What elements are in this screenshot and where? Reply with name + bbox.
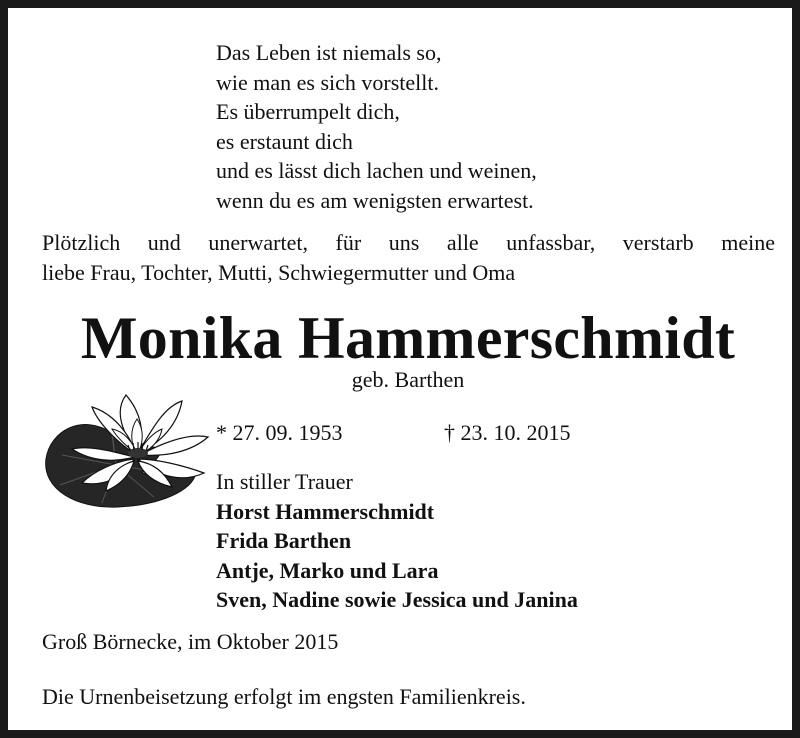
mourner-name: Horst Hammerschmidt	[216, 498, 435, 524]
mourner-name: Frida Barthen	[216, 528, 352, 554]
poem-line: es erstaunt dich	[216, 128, 353, 154]
water-lily-icon	[42, 393, 212, 511]
mourner-name: Antje, Marko und Lara	[216, 557, 439, 583]
intro-line: liebe Frau, Tochter, Mutti, Schwiegermutter und Oma	[42, 260, 516, 285]
poem-line: und es lässt dich lachen und weinen,	[216, 158, 537, 183]
place-date: Groß Börnecke, im Oktober 2015	[42, 629, 339, 654]
death-date: † 23. 10. 2015	[444, 420, 571, 445]
deceased-name: Monika Hammerschmidt	[80, 305, 736, 371]
poem-line: Es überrumpelt dich,	[216, 99, 400, 124]
mourners	[216, 467, 578, 615]
mourner-name: Sven, Nadine sowie Jessica und Janina	[216, 587, 578, 613]
maiden-name: geb. Barthen	[351, 367, 465, 392]
burial-note: Die Urnenbeisetzung erfolgt im engsten Familienkreis.	[42, 684, 526, 709]
birth-date: * 27. 09. 1953	[216, 420, 343, 445]
poem	[216, 38, 537, 215]
intro-line: Plötzlich und unerwartet, für uns alle unfassbar, verstarb meine	[42, 230, 775, 255]
intro-text	[42, 228, 775, 288]
poem-line: wenn du es am wenigsten erwartest.	[216, 187, 534, 213]
mourners-heading: In stiller Trauer	[216, 469, 353, 494]
poem-line: wie man es sich vorstellt.	[216, 69, 440, 95]
poem-line: Das Leben ist niemals so,	[216, 40, 442, 65]
